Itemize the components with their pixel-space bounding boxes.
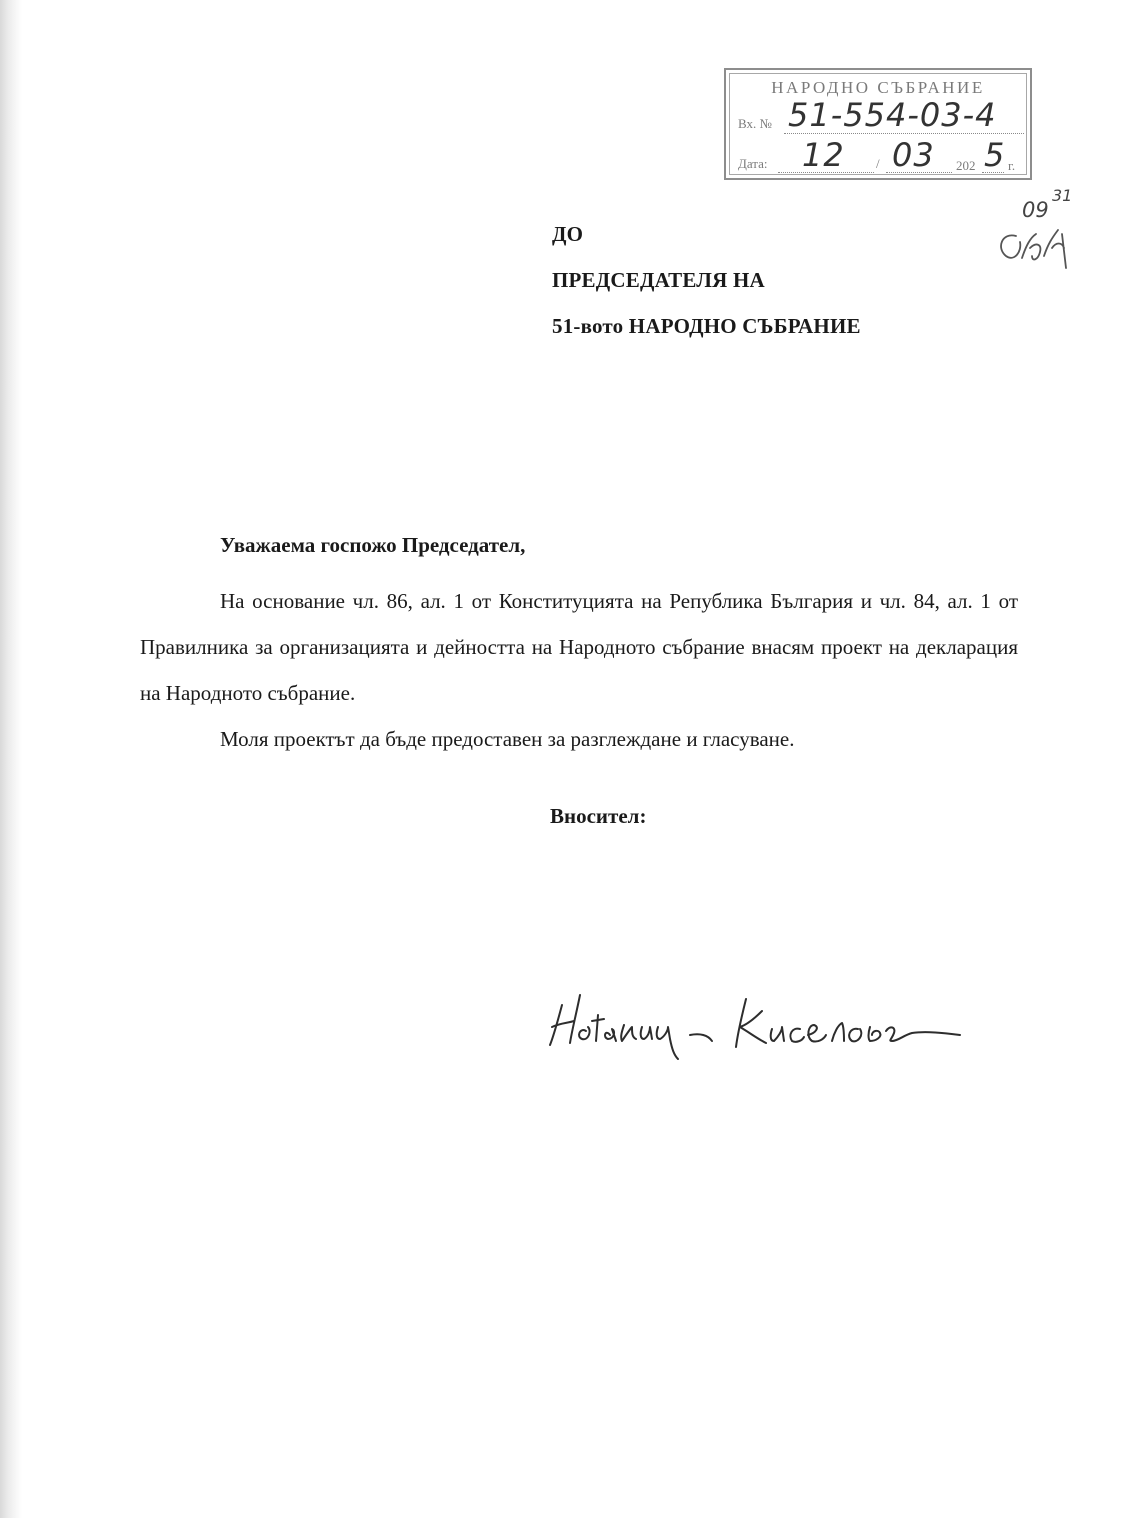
scan-shadow-edge [0,0,22,1518]
addressee-line-1: ДО [552,222,584,246]
time-note-minutes: 31 [1052,186,1073,205]
letter-body [140,578,1018,762]
stamp-year-abbrev: г. [1008,158,1016,173]
stamp-title: НАРОДНО СЪБРАНИЕ [771,78,985,97]
stamp-date-day: 12 [802,136,845,174]
stamp-year-prefix: 202 [956,158,976,173]
stamp-date-month: 03 [892,136,935,174]
stamp-entry-number: 51-554-03-4 [788,96,997,134]
paragraph-legal-basis: На основание чл. 86, ал. 1 от Конституцията на Република България и чл. 84, ал. 1 от Правилника за организацията и дейността на Народното събрание внасям проект на декларация на Народното събрание. [140,589,1018,705]
stamp-entry-label: Вх. № [738,116,772,131]
time-note-hours: 09 [1022,198,1049,222]
salutation: Уважаема госпожо Председател, [220,533,526,557]
stamp-date-label: Дата: [738,156,768,171]
addressee-line-3: 51-вото НАРОДНО СЪБРАНИЕ [552,314,861,338]
submitter-label: Вносител: [550,804,647,828]
paragraph-request: Моля проектът да бъде предоставен за разглеждане и гласуване. [220,727,795,751]
registration-stamp [724,68,1032,180]
stamp-date-separator: / [876,156,880,171]
stamp-year-suffix: 5 [984,136,1005,174]
signature-image [540,975,980,1065]
time-note [992,186,1082,276]
initials-scribble [992,186,1082,276]
addressee-line-2: ПРЕДСЕДАТЕЛЯ НА [552,268,765,292]
